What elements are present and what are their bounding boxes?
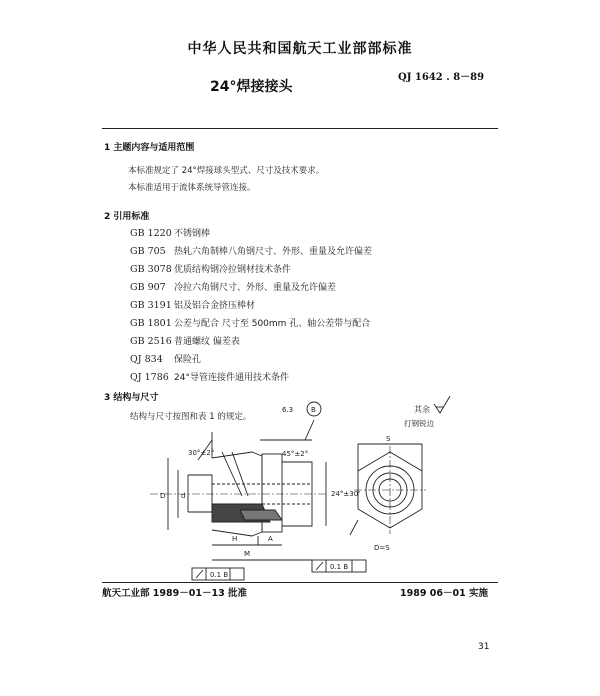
dim-s-label: S <box>386 435 391 443</box>
reference-title: 24°导管连接件通用技术条件 <box>174 373 289 383</box>
roughness-symbol <box>434 396 450 413</box>
section-3-para-1: 结构与尺寸按图和表 1 的规定。 <box>130 412 252 422</box>
reference-title: 优质结构钢冷拉钢材技术条件 <box>174 265 292 275</box>
reference-title: 热轧六角制棒八角钢尺寸、外形、重量及允许偏差 <box>174 247 373 257</box>
dim-d2-label: d <box>181 492 186 500</box>
surface-note-top: 其余 <box>414 405 430 414</box>
reference-title: 普通螺纹 偏差表 <box>174 337 240 347</box>
dim-a-label: A <box>268 535 273 543</box>
hex-d-eq-s-label: D=S <box>374 544 390 552</box>
datum-b-label: B <box>311 406 316 414</box>
section-3-heading: 3 结构与尺寸 <box>104 393 159 403</box>
reference-code: GB 3191 <box>130 300 172 311</box>
reference-title: 不锈钢棒 <box>174 229 211 239</box>
tolerance-left-label: 0.1 B <box>210 571 229 579</box>
reference-code: GB 3078 <box>130 264 172 275</box>
bottom-rule <box>102 582 498 583</box>
hexagon-end-view <box>350 444 426 535</box>
angle-45-label: 45°±2° <box>282 450 309 458</box>
reference-title: 保险孔 <box>174 355 202 365</box>
section-1-para-1: 本标准规定了 24°焊接球头型式、尺寸及技术要求。 <box>128 166 325 176</box>
effective-date: 1989 06－01 实施 <box>400 588 488 599</box>
standard-title: 中华人民共和国航天工业部部标准 <box>187 41 413 57</box>
reference-code: GB 1801 <box>130 318 172 329</box>
document-title: 24°焊接接头 <box>210 79 293 95</box>
tolerance-right-label: 0.1 B <box>330 563 349 571</box>
roughness-value: 6.3 <box>282 406 294 414</box>
dim-h-label: H <box>232 535 238 543</box>
reference-code: GB 705 <box>130 246 166 257</box>
dim-m-label: M <box>244 550 251 558</box>
reference-title: 公差与配合 尺寸至 500mm 孔、轴公差带与配合 <box>174 319 371 329</box>
angle-24-label: 24°±30' <box>331 490 361 498</box>
approval-date: 航天工业部 1989－01－13 批准 <box>102 588 247 599</box>
page-number: 31 <box>478 642 490 652</box>
reference-code: GB 907 <box>130 282 166 293</box>
section-2-heading: 2 引用标准 <box>104 212 150 222</box>
fitting-side-view <box>150 420 328 560</box>
standard-code: QJ 1642 . 8－89 <box>398 72 485 83</box>
reference-code: QJ 834 <box>130 354 163 365</box>
angle-30-label: 30°±2° <box>188 449 215 457</box>
reference-title: 铝及铝合金挤压棒材 <box>174 301 256 311</box>
reference-code: QJ 1786 <box>130 372 169 383</box>
reference-code: GB 2516 <box>130 336 172 347</box>
reference-title: 冷拉六角钢尺寸、外形、重量及允许偏差 <box>174 283 337 293</box>
section-1-para-2: 本标准适用于流体系统导管连接。 <box>128 183 256 193</box>
reference-code: GB 1220 <box>130 228 172 239</box>
section-1-heading: 1 主题内容与适用范围 <box>104 143 195 153</box>
surface-note-bottom: 打钢锐边 <box>404 419 434 428</box>
dim-d1-label: D <box>160 492 166 500</box>
